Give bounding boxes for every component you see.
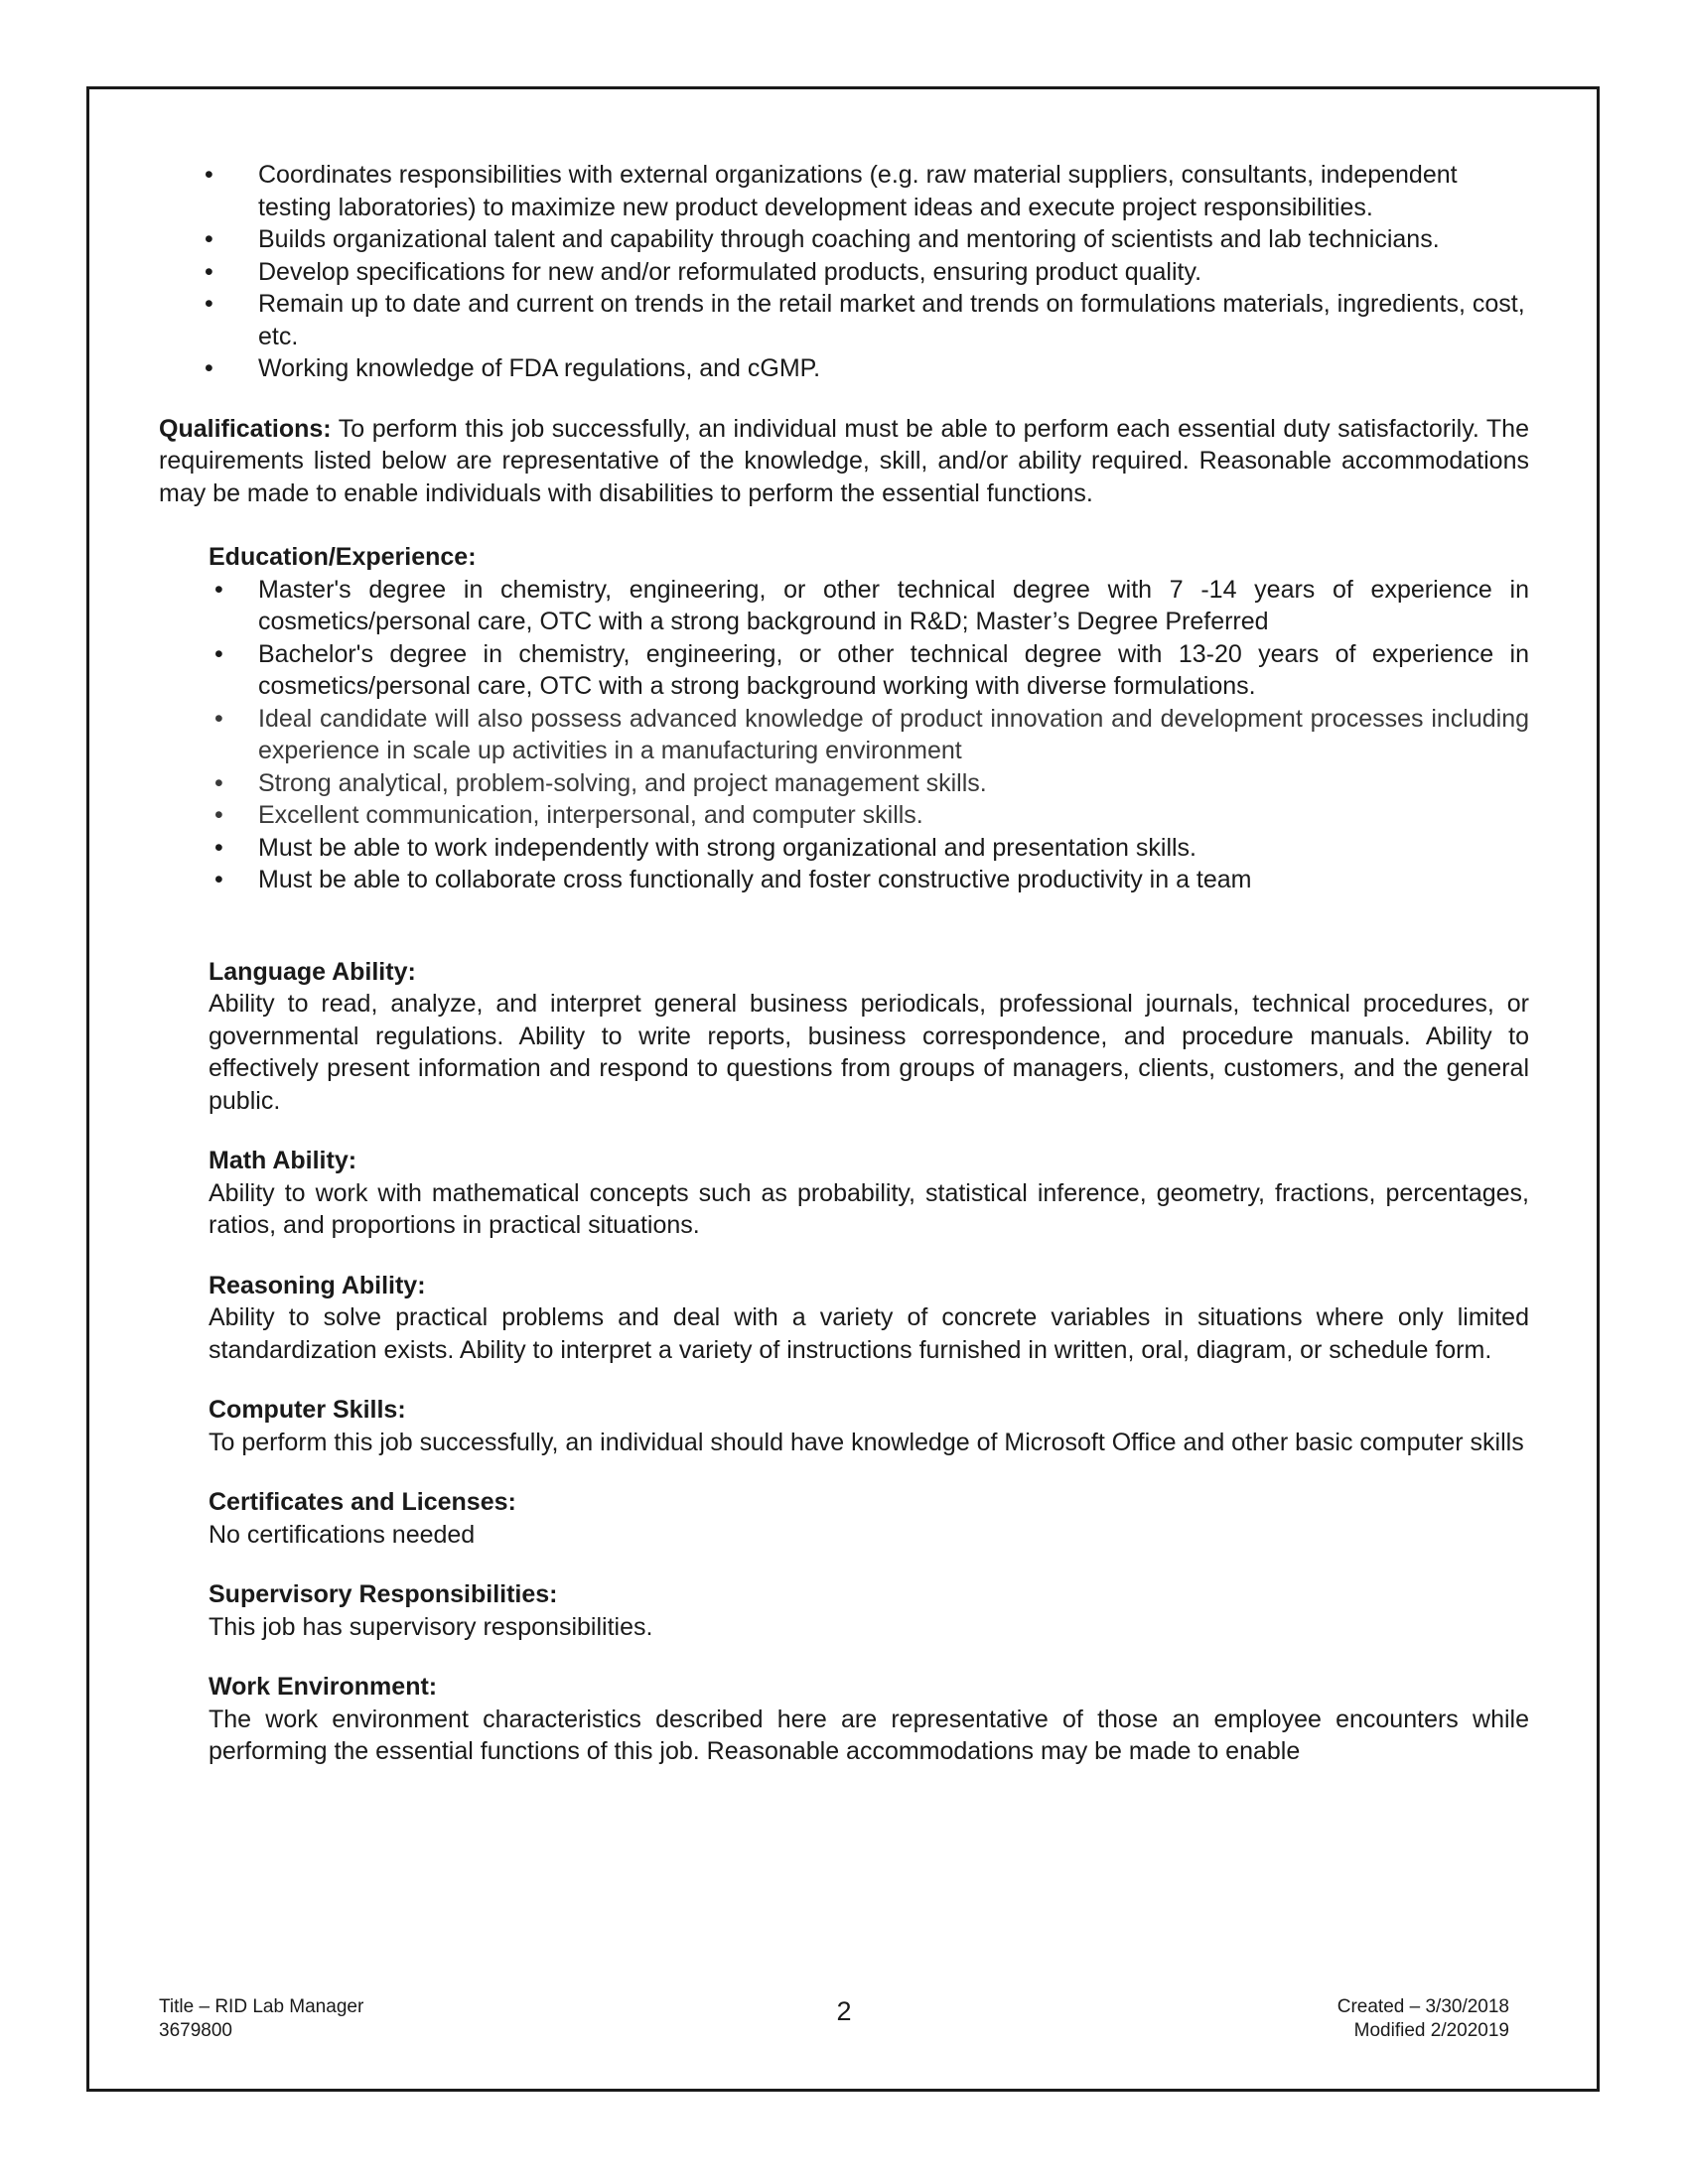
math-text: Ability to work with mathematical concepts such as probability, statistical inference, geometry, fractions, percentages, ratios, and proportions in practical situations. bbox=[209, 1178, 1529, 1239]
reasoning-heading: Reasoning Ability: bbox=[209, 1271, 426, 1299]
list-item: • Builds organizational talent and capability through coaching and mentoring of scientists and lab technicians. bbox=[159, 223, 1529, 256]
list-item: • Master's degree in chemistry, engineering, or other technical degree with 7 -14 years of experience in cosmetics/personal care, OTC with a strong background in R&D; Master’s Degree Preferred bbox=[159, 574, 1529, 638]
certificates-section bbox=[209, 1486, 1529, 1551]
supervisory-section bbox=[209, 1578, 1529, 1643]
list-item: • Bachelor's degree in chemistry, engineering, or other technical degree with 13-20 years of experience in cosmetics/personal care, OTC with a strong background working with diverse formulations. bbox=[159, 638, 1529, 703]
list-item: • Coordinates responsibilities with external organizations (e.g. raw material suppliers, consultants, independent testing laboratories) to maximize new product development ideas and execute project responsibilities. bbox=[159, 159, 1529, 223]
computer-text: To perform this job successfully, an individual should have knowledge of Microsoft Office and other basic computer skills bbox=[209, 1428, 1524, 1456]
computer-section bbox=[209, 1394, 1529, 1458]
math-section bbox=[209, 1145, 1529, 1242]
list-item: • Working knowledge of FDA regulations, and cGMP. bbox=[159, 352, 1529, 385]
computer-heading: Computer Skills: bbox=[209, 1396, 406, 1424]
list-item: • Remain up to date and current on trends in the retail market and trends on formulations materials, ingredients, cost, etc. bbox=[159, 288, 1529, 352]
page-number: 2 bbox=[836, 1996, 852, 2026]
footer-title: Title – RID Lab Manager bbox=[159, 1996, 364, 2017]
reasoning-section bbox=[209, 1270, 1529, 1367]
language-section bbox=[209, 956, 1529, 1118]
list-item: • Ideal candidate will also possess advanced knowledge of product innovation and development processes including experience in scale up activities in a manufacturing environment bbox=[159, 703, 1529, 767]
language-text: Ability to read, analyze, and interpret general business periodicals, professional journals, technical procedures, or governmental regulations. Ability to write reports, business correspondence, and procedure manuals. Ability to effectively present information and respond to questions from groups of managers, clients, customers, and the general public. bbox=[209, 990, 1529, 1115]
education-list bbox=[209, 574, 1529, 896]
qualifications-label: Qualifications: bbox=[159, 414, 332, 443]
reasoning-text: Ability to solve practical problems and deal with a variety of concrete variables in situations where only limited standardization exists. Ability to interpret a variety of instructions furnished in written, oral, diagram, or schedule form. bbox=[209, 1303, 1529, 1364]
footer-created: Created – 3/30/2018 bbox=[1336, 1996, 1509, 2017]
education-section bbox=[209, 541, 1529, 896]
footer-right bbox=[1337, 1995, 1509, 2043]
duties-list bbox=[159, 159, 1529, 385]
supervisory-text: This job has supervisory responsibilities. bbox=[209, 1612, 653, 1641]
list-item: • Must be able to work independently with strong organizational and presentation skills. bbox=[159, 832, 1529, 865]
education-heading: Education/Experience: bbox=[209, 543, 477, 571]
work-environment-text: The work environment characteristics described here are representative of those an employee encounters while performing the essential functions of this job. Reasonable accommodations may be made to enable bbox=[209, 1705, 1529, 1765]
math-heading: Math Ability: bbox=[209, 1147, 357, 1174]
supervisory-heading: Supervisory Responsibilities: bbox=[209, 1580, 558, 1608]
certificates-heading: Certificates and Licenses: bbox=[209, 1488, 516, 1516]
work-environment-section bbox=[209, 1671, 1529, 1768]
document-body bbox=[159, 159, 1529, 1768]
language-heading: Language Ability: bbox=[209, 957, 416, 986]
work-environment-heading: Work Environment: bbox=[209, 1673, 438, 1701]
qualifications-paragraph bbox=[159, 413, 1529, 510]
list-item: • Develop specifications for new and/or reformulated products, ensuring product quality. bbox=[159, 256, 1529, 289]
footer-id: 3679800 bbox=[159, 2020, 232, 2041]
certificates-text: No certifications needed bbox=[209, 1520, 476, 1549]
list-item: • Must be able to collaborate cross functionally and foster constructive productivity in a team bbox=[159, 864, 1529, 896]
qualifications-text: To perform this job successfully, an individual must be able to perform each essential duty satisfactorily. The requirements listed below are representative of the knowledge, skill, and/or ability required. Reasonable accommodations may be made to enable individuals with disabilities to perform the essential functions. bbox=[159, 414, 1529, 507]
footer-modified: Modified 2/202019 bbox=[1353, 2020, 1509, 2041]
list-item: • Excellent communication, interpersonal, and computer skills. bbox=[159, 799, 1529, 832]
list-item: • Strong analytical, problem-solving, and project management skills. bbox=[159, 767, 1529, 800]
